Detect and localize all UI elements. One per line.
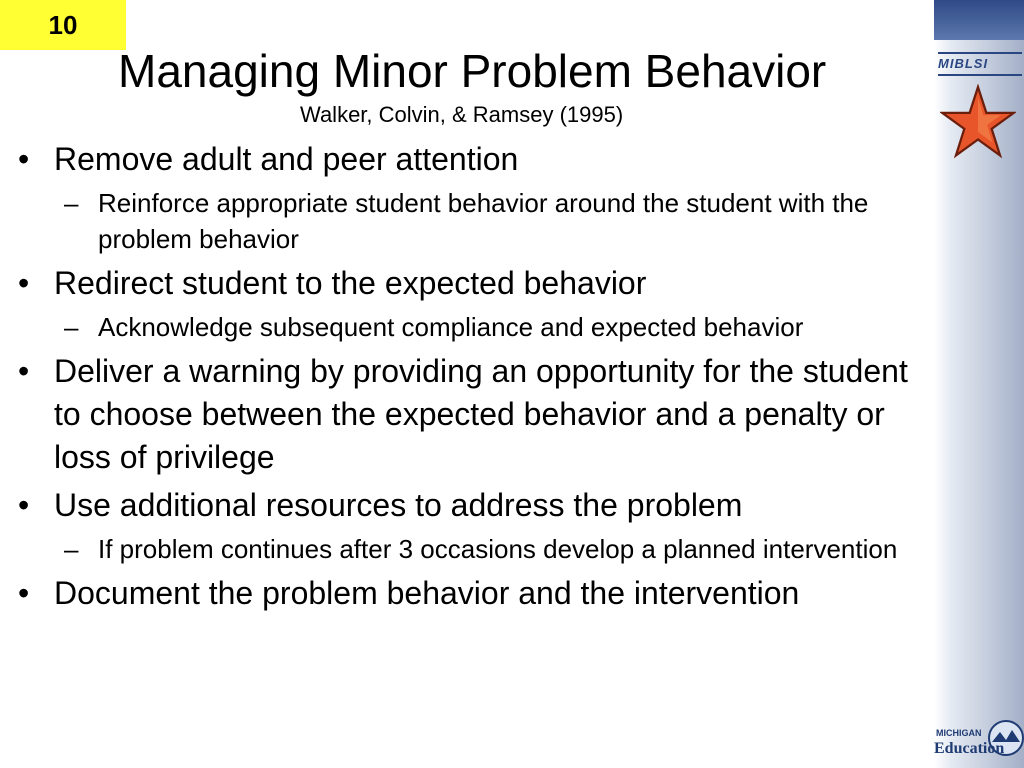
bullet-text: Deliver a warning by providing an opportunity for the student to choose between the expected behavior and a penalty or loss of privilege (54, 353, 908, 475)
slide-subtitle: Walker, Colvin, & Ramsey (1995) (300, 102, 624, 127)
bullet-item: • Document the problem behavior and the intervention (18, 575, 800, 611)
bullet-item: • Remove adult and peer attention (18, 141, 519, 177)
michigan-education-logo (934, 718, 1024, 764)
bullet-text: Redirect student to the expected behavior (54, 265, 647, 301)
sub-bullet-text: Acknowledge subsequent compliance and expected behavior (98, 312, 804, 342)
bullet-item: • Redirect student to the expected behavior (18, 265, 647, 301)
bullet-text: Remove adult and peer attention (54, 141, 519, 177)
sub-bullet-item: – Reinforce appropriate student behavior around the student with the problem behavior (64, 188, 869, 254)
bullet-item: • Deliver a warning by providing an opportunity for the student to choose between the expected behavior and a penalty or loss of privilege (18, 353, 908, 475)
bullet-text: Document the problem behavior and the intervention (54, 575, 800, 611)
mde-logo-michigan: MICHIGAN (936, 728, 982, 738)
sidebar-top-band (934, 0, 1024, 40)
bullet-text: Use additional resources to address the problem (54, 487, 743, 523)
sub-bullet-item: – If problem continues after 3 occasions develop a planned intervention (64, 534, 898, 564)
bullet-list (0, 133, 925, 615)
sub-bullet-item: – Acknowledge subsequent compliance and expected behavior (64, 312, 804, 342)
sub-bullet-text: If problem continues after 3 occasions develop a planned intervention (98, 534, 898, 564)
bullet-item: • Use additional resources to address the problem (18, 487, 743, 523)
decorative-sidebar (934, 0, 1024, 768)
mde-logo-education: Education (934, 740, 1005, 757)
star-icon (940, 84, 1016, 160)
slide-title: Managing Minor Problem Behavior (118, 45, 827, 97)
sub-bullet-text: Reinforce appropriate student behavior around the student with the problem behavior (98, 188, 869, 254)
mibls-logo: MIBLSI (938, 52, 1022, 76)
slide-number-badge: 10 (0, 0, 126, 50)
